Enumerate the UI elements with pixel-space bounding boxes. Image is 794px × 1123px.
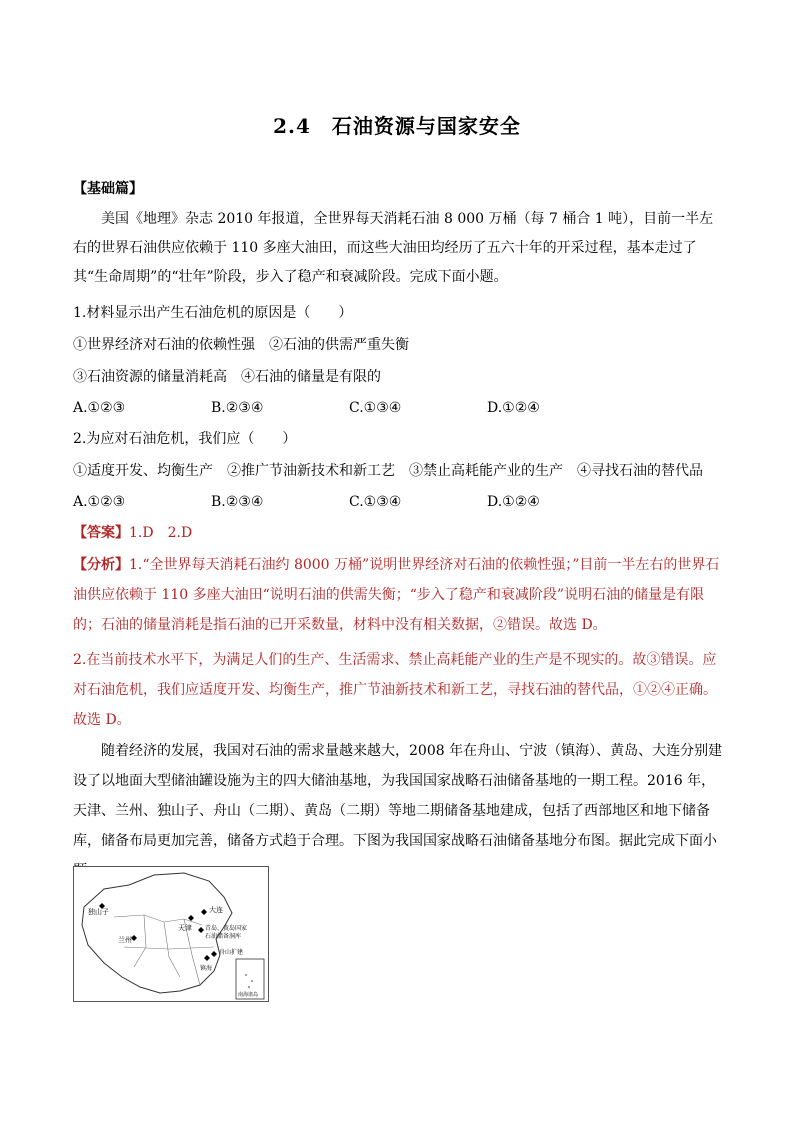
material-paragraph-2: 随着经济的发展，我国对石油的需求量越来越大，2008 年在舟山、宁波（镇海）、黄岛、大连分别建设了以地面大型储油罐设施为主的四大储油基地，为我国国家战略石油储备基地的一期工程。2016 年，天津、兰州、独山子、舟山（二期）、黄岛（二期）等地二期储备基地建成，包括了西部地区和地下储备库，储备布局更加完善，储备方式趋于合理。下图为我国国家战略石油储备基地分布图。据此完成下面小 (73, 743, 723, 849)
option-d: D.①②④ (487, 400, 540, 416)
question-2-options (73, 492, 625, 512)
map-label-lanzhou: 兰州 (118, 936, 132, 944)
option-a: A.①②③ (73, 494, 126, 510)
map-label-zhenhai: 镇海 (200, 965, 213, 972)
material-paragraph-1: 美国《地理》杂志 2010 年报道，全世界每天消耗石油 8 000 万桶（每 7 桶合 1 吨），目前一半左右的世界石油供应依赖于 110 多座大油田，而这些大油田均经历了五六十年的开采过程，基本走过了其“生命周期”的“壮年”阶段，步入了稳产和衰减阶段。完成下面小题。 (73, 211, 714, 285)
option-c: C.①③④ (349, 494, 402, 510)
answer-label: 【答案】 (73, 525, 129, 541)
option-c: C.①③④ (349, 400, 402, 416)
dalian-marker (201, 909, 207, 915)
page-title: 2.4 石油资源与国家安全 (273, 114, 521, 138)
map-label-huangdao: 青岛、黄岛国家 (205, 925, 248, 932)
zhenhai-marker (204, 955, 210, 961)
question-2-statements: ①适度开发、均衡生产 ②推广节油新技术和新工艺 ③禁止高耗能产业的生产 ④寻找石油的替代品 (73, 463, 703, 479)
section-heading: 【基础篇】 (73, 181, 143, 197)
answer-line (73, 523, 192, 543)
huangdao-marker (198, 927, 204, 933)
option-b: B.②③④ (211, 494, 264, 510)
analysis-paragraph-2: 2.在当前技术水平下，为满足人们的生产、生活需求、禁止高耗能产业的生产是不现实的。故③错误。应对石油危机，我们应适度开发、均衡生产，推广节油新技术和新工艺，寻找石油的替代品，①②④正确。故选 D。 (73, 652, 717, 728)
question-1-statements-a: ①世界经济对石油的依赖性强 ②石油的供需严重失衡 (73, 337, 409, 353)
option-d: D.①②④ (487, 494, 540, 510)
question-1-options (73, 398, 625, 418)
zhoushan-marker (211, 951, 217, 957)
map-label-dalian: 大连 (209, 906, 223, 914)
tianjin-marker (188, 915, 194, 921)
analysis-paragraph-1 (73, 550, 723, 640)
answer-text: 1.D 2.D (129, 525, 193, 541)
analysis-text-1: 1.“全世界每天消耗石油约 8000 万桶”说明世界经济对石油的依赖性强；”目前一半左右的世界石油供应依赖于 110 多座大油田“说明石油的供需失衡；“步入了稳产和衰减阶段”说明石油的储量是有限的；石油的储量消耗是指石油的已开采数量，材料中没有相关数据，②错误。故选 D。 (73, 557, 720, 633)
map-label-huangdao-2: 石油储备洞库 (205, 933, 242, 940)
map-label-tianjin: 天津 (178, 924, 192, 932)
map-label-dushanzi: 独山子 (88, 908, 109, 916)
question-1-statements-b: ③石油资源的储量消耗高 ④石油的储量是有限的 (73, 369, 381, 385)
map-label-inset: 南海诸岛 (238, 992, 259, 998)
option-b: B.②③④ (211, 400, 264, 416)
question-2-stem: 2.为应对石油危机，我们应（ ） (73, 431, 297, 447)
map-label-zhoushan: 舟山扩建 (219, 949, 244, 956)
oil-reserve-map (73, 866, 269, 1002)
question-1-stem: 1.材料显示出产生石油危机的原因是（ ） (73, 305, 353, 321)
analysis-label: 【分析】 (73, 557, 129, 573)
option-a: A.①②③ (73, 400, 126, 416)
